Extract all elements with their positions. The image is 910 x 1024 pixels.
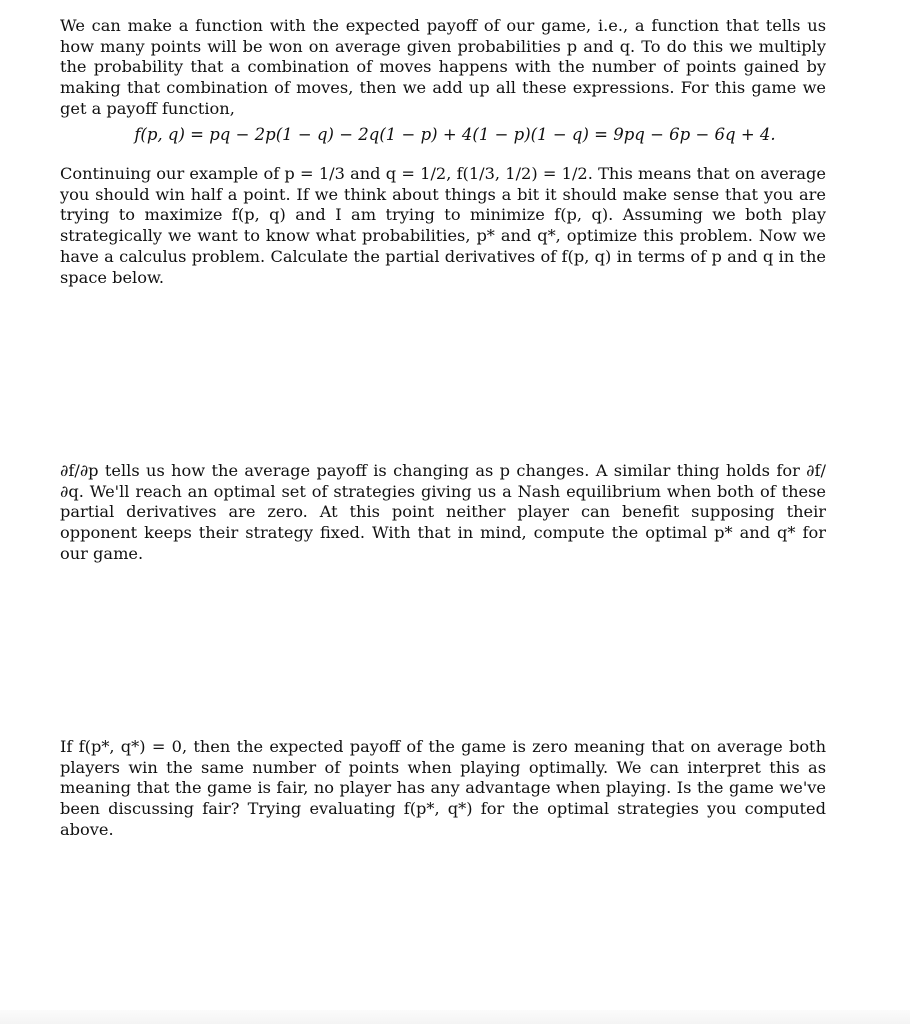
paragraph-expected-payoff: We can make a function with the expected payoff of our game, i.e., a function that tells us how many points will be won on average given probabilities p and q. To do this we multiply the probability that a combination of moves happens with the number of points gained by making that combination of moves, then we add up all these expressions. For this game we get a payoff function, <box>60 16 826 118</box>
paragraph-fair-game: If f(p*, q*) = 0, then the expected payoff of the game is zero meaning that on average both players win the same number of points when playing optimally. We can interpret this as meaning that the game is fair, no player has any advantage when playing. Is the game we've been discussing fair? Trying evaluating f(p*, q*) for the optimal strategies you computed above. <box>60 737 826 839</box>
payoff-equation: f(p, q) = pq − 2p(1 − q) − 2q(1 − p) + 4(1 − p)(1 − q) = 9pq − 6p − 6q + 4. <box>134 125 776 144</box>
paragraph-example-calculation: Continuing our example of p = 1/3 and q = 1/2, f(1/3, 1/2) = 1/2. This means that on average you should win half a point. If we think about things a bit it should make sense that you are trying to maximize f(p, q) and I am trying to minimize f(p, q). Assuming we both play strategically we want to know what probabilities, p* and q*, optimize this problem. Now we have a calculus problem. Calculate the partial derivatives of f(p, q) in terms of p and q in the space below. <box>60 164 826 287</box>
paragraph-nash-equilibrium: ∂f/∂p tells us how the average payoff is changing as p changes. A similar thing holds for ∂f/∂q. We'll reach an optimal set of strategies giving us a Nash equilibrium when both of these partial derivatives are zero. At this point neither player can benefit supposing their opponent keeps their strategy fixed. With that in mind, compute the optimal p* and q* for our game. <box>60 461 826 563</box>
page-bottom-edge <box>0 1010 910 1024</box>
